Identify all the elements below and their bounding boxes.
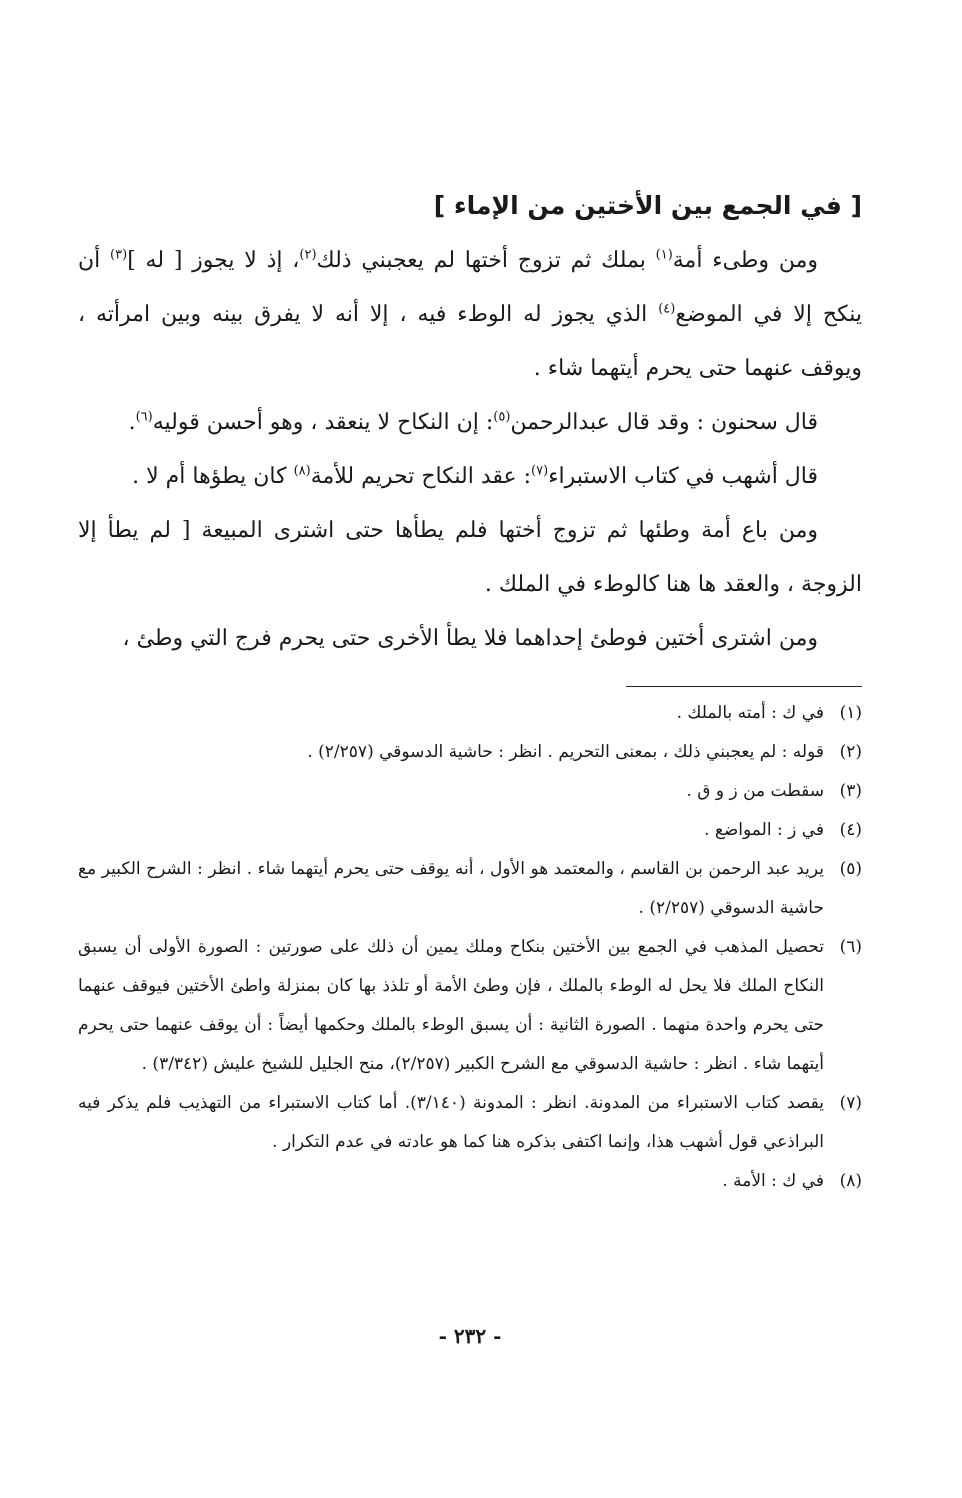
paragraph-text: كان يطؤها أم لا . [132,464,294,489]
paragraph [78,234,862,396]
footnote [78,811,862,850]
paragraph-text: قال أشهب في كتاب الاستبراء [548,464,818,489]
footnote-ref: (٦) [135,409,153,425]
page-number: - ٢٣٢ - [438,1324,502,1348]
document-page [78,178,862,1348]
footnote-text: يريد عبد الرحمن بن القاسم ، والمعتمد هو الأول ، أنه يوقف حتى يحرم أيتهما شاء . انظر : الشرح الكبير مع حاشية الدسوقي (٢/٢٥٧) . [78,859,824,918]
paragraph [78,396,862,450]
footnote [78,733,862,772]
footnote-text: في ك : أمته بالملك . [676,703,824,723]
footnote [78,694,862,733]
footnote-number: (٢) [839,742,862,762]
footnote [78,772,862,811]
paragraph-text: بملك ثم تزوج أختها لم يعجبني ذلك [316,248,656,273]
paragraph-text: الذي يجوز له الوطء فيه ، إلا أنه لا يفرق بينه وبين امرأته ، ويوقف عنهما حتى يحرم أيتهما شاء . [78,302,862,381]
footnote-number: (١) [839,703,862,723]
footnote-text: في ك : الأمة . [722,1171,824,1191]
footnote-text: قوله : لم يعجبني ذلك ، بمعنى التحريم . انظر : حاشية الدسوقي (٢/٢٥٧) . [307,742,824,762]
paragraph-text: أن ينكح إلا في الموضع [78,248,862,327]
footnote [78,850,862,928]
footnote-ref: (٢) [299,247,317,263]
footnote-ref: (٣) [110,247,128,263]
paragraph-text: ، إذ لا يجوز [ له ] [127,248,300,273]
footnote-ref: (١) [655,247,673,263]
main-text [78,234,862,666]
footnote-number: (٥) [839,859,862,879]
paragraph-text: ومن باع أمة وطئها ثم تزوج أختها فلم يطأها حتى اشترى المبيعة [ لم يطأ إلا الزوجة ، والعقد ها هنا كالوطء في الملك . [78,518,862,597]
footnote-text: سقطت من ز و ق . [686,781,824,801]
footnote-number: (٦) [839,937,862,957]
footnote-ref: (٤) [658,301,676,317]
paragraph [78,450,862,504]
footnote-ref: (٥) [493,409,511,425]
footnote-ref: (٨) [293,463,311,479]
paragraph-text: ومن وطىء أمة [672,248,818,273]
footnote-text: يقصد كتاب الاستبراء من المدونة. انظر : المدونة (٣/١٤٠). أما كتاب الاستبراء من التهذيب فلم يذكر فيه البراذعي قول أشهب هذا، وإنما اكتفى بذكره هنا كما هو عادته في عدم التكرار . [78,1093,824,1152]
footnote-number: (٣) [839,781,862,801]
footnote [78,1084,862,1162]
footnote-number: (٧) [839,1093,862,1113]
footnote-text: في ز : المواضع . [704,820,824,840]
paragraph-text: : عقد النكاح تحريم للأمة [310,464,532,489]
footnote [78,928,862,1084]
footnote [78,1162,862,1201]
footnote-number: (٤) [839,820,862,840]
paragraph [78,504,862,612]
footnote-ref: (٧) [531,463,549,479]
section-heading: [ في الجمع بين الأختين من الإماء ] [433,191,862,220]
paragraph-text: : إن النكاح لا ينعقد ، وهو أحسن قوليه [152,410,494,435]
paragraph-text: ومن اشترى أختين فوطئ إحداهما فلا يطأ الأخرى حتى يحرم فرج التي وطئ ، [122,626,818,651]
footnote-number: (٨) [839,1171,862,1191]
paragraph-text: قال سحنون : وقد قال عبدالرحمن [510,410,818,435]
paragraph-text: . [128,410,136,435]
footnotes [78,694,862,1201]
paragraph [78,612,862,666]
footnote-text: تحصيل المذهب في الجمع بين الأختين بنكاح وملك يمين أن ذلك على صورتين : الصورة الأولى أن يسبق النكاح الملك فلا يحل له الوطء بالملك ، فإن وطئ الأمة أو تلذذ بها كان بمنزلة واطئ الأختين فيوقف عنهما حتى يحرم واحدة منهما . الصورة الثانية : أن يسبق الوطء بالملك وحكمها أيضاً : أن يوقف عنهما حتى يحرم أيتهما شاء . انظر : حاشية الدسوقي مع الشرح الكبير (٢/٢٥٧)، منح الجليل للشيخ عليش (٣/٣٤٢) . [78,937,824,1074]
